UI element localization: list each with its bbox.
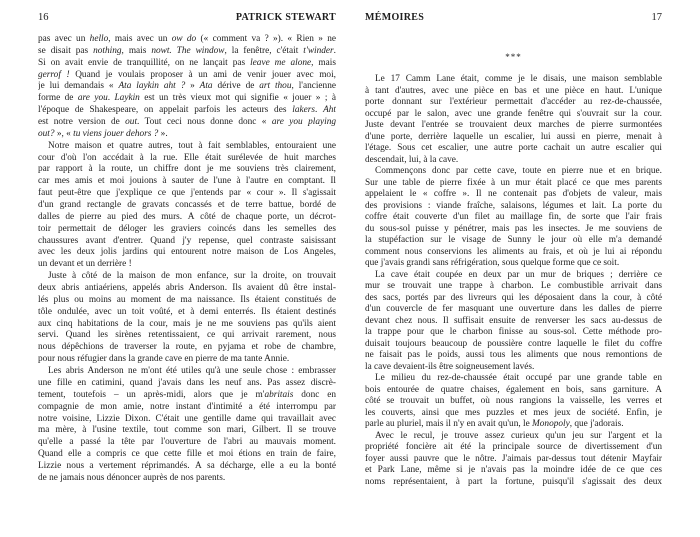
italic-text: lakers [292,105,315,116]
text-line [38,117,336,129]
text: d'un couvercle de fer masquant une ouverture dans les dalles de pierre [365,304,662,314]
text: La cave était coupée en deux par un mur de briques ; derrière ce [375,269,662,280]
text: côté se trouvait un buffet, où nous rangions la vaisselle, les verres et [365,396,662,406]
text: faut peut-être que j'explique ce que j'entends par « cour ». Il s'agissait [38,188,336,199]
text: d'un grand rectangle de gravats concassés et de terre battue, bordé de [38,200,336,211]
text: se disait pas [38,45,94,56]
text-line [365,373,662,385]
text-line [38,70,336,82]
text-line [38,473,336,485]
text-line [38,176,336,188]
text: servi. Quand les sirènes retentissaient, ce qui arrivait rarement, nous [38,330,336,341]
italic-text: Laykin [114,93,140,104]
text-line [38,188,336,200]
text: propriété foncière ait été la principale source de divertissement d'un [365,442,662,452]
text: » [185,81,200,92]
italic-text: ow do [171,34,197,44]
text-line [38,402,336,414]
text: Notre maison et quatre autres, tout à fait semblables, entouraient une [48,140,336,151]
text-line [365,477,662,489]
text: Sur une table de pierre fixée à un mur était placé ce que mes parents [365,177,662,188]
text-line [38,236,336,248]
text: je lui demandais « [38,81,119,92]
text-line [365,86,662,98]
text: l'étage. Sous cet escalier, une autre porte cachait un autre escalier qui [365,143,662,153]
page-number: 16 [38,12,49,23]
text-line [38,330,336,342]
italic-text: tu viens jouer dehors ? [73,128,159,139]
text: Le milieu du rez-de-chaussée était occupé par une grande table en [375,373,662,383]
text: devant chez nous. Il suffisait ensuite de renverser les sacs au-dessus de [365,315,662,326]
text-line [38,437,336,449]
text: compagnie de mon amie, notre instant d'intimité a été interrompu par [38,401,336,412]
text: porte donnant sur l'extérieur permettait d'accéder au rez-de-chaussée, [365,97,662,107]
text: . [107,93,115,104]
text: , mais [311,57,336,68]
text-line [365,155,662,167]
italic-text: leave me alone [250,57,312,68]
text-line [38,46,336,58]
text: Juste devant l'entrée se trouvaient deux marches de pierre surmontées [365,120,662,130]
text-line [365,247,662,259]
text: que j'avais grandi sans réfrigération, sous quelque forme que ce soit. [365,258,620,268]
text: tôle ondulée, avec un toit voûté, et à demi enterrés. Ils étaient destinés [38,306,336,317]
italic-text: hello [89,34,109,44]
text: la stupéfaction sur le visage de Sunny le jour où elle m'a demandé [365,235,662,245]
text-line [38,319,336,331]
text: Le 17 Camm Lane était, comme je le disais, une maison semblable [375,74,662,84]
text-line [365,143,662,155]
text: est un très vieux mot qui signifie « jouer » ; à [139,93,336,104]
text-line [365,293,662,305]
text: , mais avec un [108,34,172,44]
text: tement, toutefois – un après-midi, alors que je m' [38,389,265,400]
text: ». [158,128,168,139]
text: une fille en catimini, quand j'avais dans les neuf ans. Pas assez discrè- [38,377,336,388]
text-line [365,362,662,374]
text: duisait toujours beaucoup de poussière contre laquelle le filet du coffre [365,338,662,349]
text: toir permettait de déloger les graviers coincés dans les semelles des [38,223,336,234]
text-line [365,97,662,109]
text-line [365,120,662,132]
page-number: 17 [651,12,662,23]
text: appelaient le « coffre ». Il ne contenait pas d'objets de valeur, mais [365,189,662,199]
text: , la fenêtre, c'était [224,45,304,56]
body-text [365,74,662,488]
text: Juste à côté de la maison de mon enfance, sur la droite, on trouvait [48,271,336,282]
text-line [365,350,662,362]
text: , l'ancienne [291,81,336,92]
text-line [38,247,336,259]
text: Avec le recul, je trouve assez curieux qu'un jeu sur l'argent et la [375,430,662,441]
text: chaussures avant d'entrer. Quand j'y repense, quel contraste saisissant [38,235,336,246]
text-line [365,385,662,397]
text-line [38,58,336,70]
text-line [365,442,662,454]
text-line [365,431,662,443]
text-line [365,454,662,466]
text: Quand elle a compris ce que cette fille et moi étions en train de faire, [38,449,336,460]
text-line [38,34,336,46]
text-line [38,93,336,105]
italic-text: Aht [323,105,336,116]
text-line [365,258,662,270]
text: Si on avait envie de tranquillité, on ne lançait pas [38,57,251,68]
text-line [365,408,662,420]
text: . [333,45,336,56]
text: à tant d'autres, avec une pièce en bas et une pièce en haut. L'unique [365,85,662,96]
text-line [365,132,662,144]
text: la cave devaient-ils être soigneusement lavés. [365,361,535,372]
text: », « [54,128,74,139]
text-line [365,419,662,431]
text-line [38,414,336,426]
text: bois entourée de quatre chaises, également en bois, sans garniture. À [365,384,662,395]
text-line [38,295,336,307]
text: . [314,105,324,116]
text-line [365,281,662,293]
text-line [38,283,336,295]
text: , mais [121,45,152,56]
italic-text: Ata laykin aht ? [118,81,186,92]
text-line [365,189,662,201]
text-line [38,105,336,117]
text: forme de [38,93,78,104]
text-line [365,396,662,408]
text-line [38,259,336,271]
text-line [38,271,336,283]
text: du sous-sol puisse y pénétrer, mais pas les insectes. Je me souviens de [365,223,662,234]
text: notre voisine, Lizzie Dixon. C'était une gentille dame qui travaillait avec [38,413,336,424]
text-line [38,81,336,93]
text: (« comment va ? »). « Rien » ne [196,34,336,44]
italic-text: are you playing [271,117,336,128]
text-line [365,74,662,86]
text: comment nous conservions les aliments au frais, et où je lui ai répondu [365,246,662,257]
text-line [365,178,662,190]
text-line [38,164,336,176]
text: les couverts, ainsi que mes puzzles et mes jeux de société. Enfin, je [365,407,662,418]
text-line [365,316,662,328]
text: des sacs, portés par des livreurs qui les déposaient dans la cour, à côté [365,292,662,303]
text-line [365,270,662,282]
text: foyer aussi pauvre que le nôtre. J'aimais par-dessus tout détenir Mayfair [365,453,662,464]
text: nous dépêchions de traverser la route, en pyjama et robe de chambre, [38,342,336,353]
text-line [365,224,662,236]
text: occupé par le salon, avec une grande fenêtre qui s'ouvrait sur la cour. [365,108,662,119]
body-text [38,34,336,485]
text: parle au pluriel, mais il n'y en avait qu'un, le [365,419,533,429]
text-line [38,449,336,461]
text: lés plus ou moins au moment de ma naissance. Ils étaient constitués de [38,294,336,305]
text-line [38,141,336,153]
text: des provisions : viande fraîche, salaisons, légumes et lait. La porte du [365,200,662,211]
text-line [365,304,662,316]
text-line [38,129,336,141]
text: Les abris Anderson ne m'ont été utiles qu'à une seule chose : embrasser [48,366,336,377]
italic-text: are you [77,93,108,104]
text: par rapport à la route, un chiffre dont je me souviens très clairement, [38,164,336,175]
text: . Tout ceci nous donne donc « [137,117,272,128]
left-page [38,0,336,537]
text: donc en [293,389,336,400]
text: pour nous réfugier dans la grande cave en pierre de ma tante Annie. [38,354,290,365]
right-page [365,0,662,537]
text-line [365,235,662,247]
text-line [38,224,336,236]
text: dalles de pierre au pied des murs. À côté de chaque porte, un décrot- [38,211,336,222]
italic-text: art thou [259,81,292,92]
text: car mes amis et moi jouions à sauter de l'une à l'autre en comptant. Il [38,176,336,187]
text: descendait, lui, à la cave. [365,154,459,165]
text: noms représentaient, à part la fortune, puisqu'il s'agissait des deux [365,476,662,487]
text-line [38,390,336,402]
text-line [38,212,336,224]
italic-text: t'winder [303,45,334,56]
italic-text: abritais [264,389,294,400]
text: Commençons donc par cette cave, toute en pierre nue et en brique. [375,166,662,176]
text: est notre version de [38,117,126,128]
italic-text: Monopoly [532,419,570,429]
text-line [38,342,336,354]
text: , que j'adorais. [569,419,624,429]
text: dérive de [212,81,260,92]
text-line [365,327,662,339]
text: ne faisait pas le poids, aussi tous les aliments que nous remontions de [365,350,662,360]
text-line [38,366,336,378]
text-line [38,200,336,212]
text: coffre était couverte d'un filet au maillage fin, de sorte que l'air frais [365,212,662,222]
text-line [365,166,662,178]
text-line [38,461,336,473]
text: d'une porte, derrière laquelle un escalier, lui aussi en pierre, menait à [365,131,662,142]
italic-text: gerrof ! [38,69,70,80]
italic-text: nowt. The window [151,45,225,56]
text: aux cinq habitations de la cour, mais je ne me souviens pas qu'ils aient [38,318,336,329]
text-line [38,153,336,165]
italic-text: out [125,117,138,128]
text-line [38,378,336,390]
text-line [365,109,662,121]
text: qu'elle a passé la tête par l'ouverture de l'abri au mauvais moment. [38,437,336,448]
text-line [365,212,662,224]
text: avec les deux jolis jardins qui entourent notre maison de Los Angeles, [38,247,336,258]
text: et Park Lane, même si je n'avais pas la moindre idée de ce que ces [365,465,662,475]
text-line [365,339,662,351]
text: Quand je voulais proposer à un ami de venir jouer avec moi, [69,69,336,80]
text-line [365,465,662,477]
text-line [38,425,336,437]
section-break: *** [505,52,522,62]
text: Lizzie nous a vertement réprimandés. À sa décharge, elle a eu la bonté [38,460,336,471]
text: la trappe pour que le charbon finisse au sous-sol. Cette méthode pro- [365,327,662,337]
text: ma mère, à l'usine textile, tout comme son mari, Gilbert. Il se trouve [38,425,336,436]
italic-text: Ata [199,81,213,92]
running-head-title: MÉMOIRES [365,12,425,23]
text: cour d'où l'on accédait à la rue. Elle était surélevée de huit marches [38,152,336,163]
italic-text: out? [38,128,55,139]
running-head-author: PATRICK STEWART [235,12,336,23]
text-line [38,354,336,366]
text: un devant et un derrière ! [38,259,132,270]
text: mur se trouvait une trappe à charbon. Le combustible arrivait dans [365,281,662,291]
text: deux abris antiaériens, appelés abris Anderson. Ils avaient dû être instal- [38,283,336,294]
text: de ne jamais nous dénoncer auprès de nos parents. [38,472,226,483]
text-line [38,307,336,319]
text: l'époque de Shakespeare, on appelait parfois les acteurs des [38,105,293,116]
text: pas avec un [38,34,90,44]
italic-text: nothing [93,45,122,56]
text-line [365,201,662,213]
